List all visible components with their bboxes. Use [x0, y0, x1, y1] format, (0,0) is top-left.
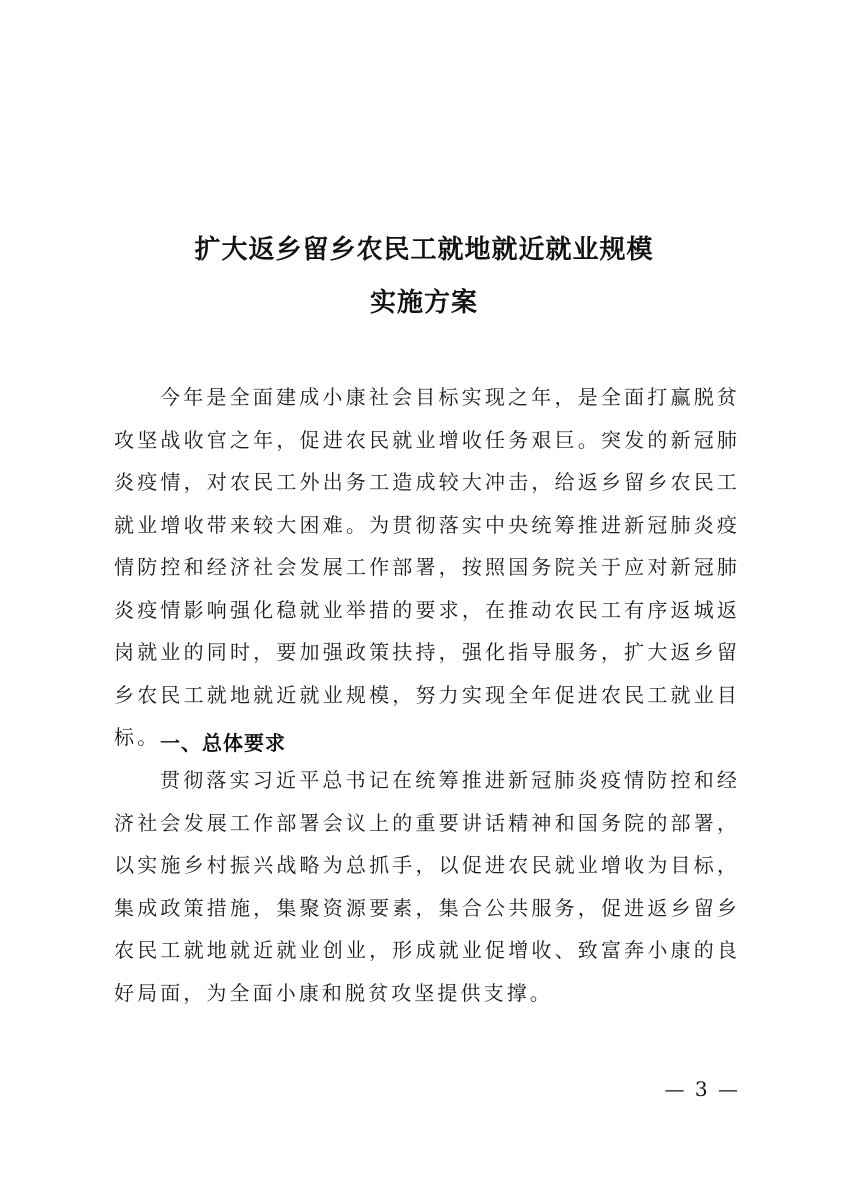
section-paragraph: 贯彻落实习近平总书记在统筹推进新冠肺炎疫情防控和经济社会发展工作部署会议上的重要讲话精神和国务院的部署，以实施乡村振兴战略为总抓手，以促进农民就业增收为目标，集成政策措施，集聚资源要素，集合公共服务，促进返乡留乡农民工就地就近就业创业，形成就业促增收、致富奔小康的良好局面，为全面小康和脱贫攻坚提供支撑。	[114, 768, 740, 1005]
page-number: — 3 —	[664, 1077, 740, 1101]
document-title-line-1: 扩大返乡留乡农民工就地就近就业规模	[194, 235, 654, 265]
intro-paragraph: 今年是全面建成小康社会目标实现之年，是全面打赢脱贫攻坚战收官之年，促进农民就业增收任务艰巨。突发的新冠肺炎疫情，对农民工外出务工造成较大冲击，给返乡留乡农民工就业增收带来较大困难。为贯彻落实中央统筹推进新冠肺炎疫情防控和经济社会发展工作部署，按照国务院关于应对新冠肺炎疫情影响强化稳就业举措的要求，在推动农民工有序返城返岗就业的同时，要加强政策扶持，强化指导服务，扩大返乡留乡农民工就地就近就业规模，努力实现全年促进农民工就业目标。	[114, 385, 740, 749]
section-heading: 一、总体要求	[160, 731, 286, 755]
document-title-line-2: 实施方案	[369, 288, 478, 318]
